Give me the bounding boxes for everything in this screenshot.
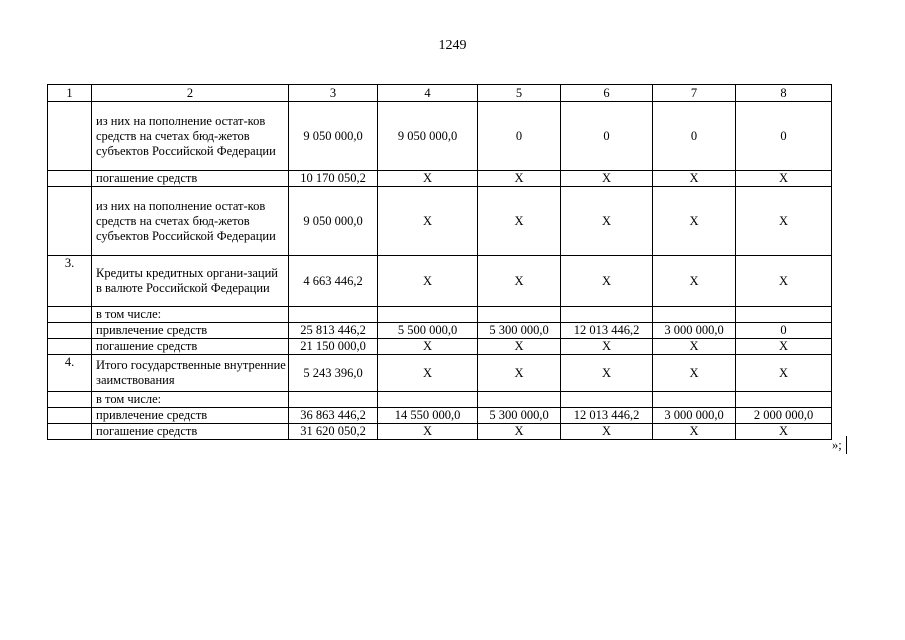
header-cell: 3 (289, 85, 378, 102)
row-description-cell: в том числе: (92, 392, 289, 408)
value-cell-col-4: Х (378, 355, 478, 392)
row-description-cell: погашение средств (92, 424, 289, 440)
value-cell-col-8: Х (736, 187, 832, 256)
header-cell: 7 (653, 85, 736, 102)
value-cell-col-4: 14 550 000,0 (378, 408, 478, 424)
value-cell-col-6: Х (561, 339, 653, 355)
value-cell-col-4: Х (378, 339, 478, 355)
value-cell-col-5: Х (478, 424, 561, 440)
row-number-cell (48, 339, 92, 355)
value-cell-col-5: 0 (478, 102, 561, 171)
row-number-cell (48, 323, 92, 339)
value-cell-col-4 (378, 307, 478, 323)
value-cell-col-4 (378, 392, 478, 408)
value-cell-col-7: 3 000 000,0 (653, 408, 736, 424)
value-cell-col-4: Х (378, 424, 478, 440)
borrowings-table (47, 84, 832, 440)
value-cell-col-6: Х (561, 256, 653, 307)
value-cell-col-8: 2 000 000,0 (736, 408, 832, 424)
row-description-cell: погашение средств (92, 171, 289, 187)
row-description-cell: привлечение средств (92, 408, 289, 424)
row-description-cell: в том числе: (92, 307, 289, 323)
value-cell-col-3: 21 150 000,0 (289, 339, 378, 355)
row-number-cell (48, 392, 92, 408)
header-cell: 4 (378, 85, 478, 102)
row-description-cell: Итого государственные внутренние заимствования (92, 355, 289, 392)
value-cell-col-6: 0 (561, 102, 653, 171)
table-row (48, 256, 832, 307)
text-cursor (846, 436, 847, 454)
header-cell: 5 (478, 85, 561, 102)
row-number-cell (48, 171, 92, 187)
row-number-cell (48, 307, 92, 323)
value-cell-col-6: Х (561, 355, 653, 392)
table-row (48, 424, 832, 440)
value-cell-col-5 (478, 392, 561, 408)
value-cell-col-8: 0 (736, 323, 832, 339)
value-cell-col-8: Х (736, 339, 832, 355)
table-row (48, 171, 832, 187)
value-cell-col-6: Х (561, 187, 653, 256)
value-cell-col-7: Х (653, 355, 736, 392)
value-cell-col-3: 25 813 446,2 (289, 323, 378, 339)
table-row (48, 307, 832, 323)
value-cell-col-6: 12 013 446,2 (561, 323, 653, 339)
value-cell-col-7: Х (653, 256, 736, 307)
value-cell-col-8: Х (736, 256, 832, 307)
header-cell: 1 (48, 85, 92, 102)
value-cell-col-7: 0 (653, 102, 736, 171)
row-number-cell: 4. (48, 355, 92, 392)
value-cell-col-6: Х (561, 171, 653, 187)
value-cell-col-5: Х (478, 187, 561, 256)
row-description-cell: из них на пополнение остат-ков средств на счетах бюд-жетов субъектов Российской Федерации (92, 187, 289, 256)
value-cell-col-8: Х (736, 355, 832, 392)
value-cell-col-5: Х (478, 256, 561, 307)
value-cell-col-7: Х (653, 187, 736, 256)
value-cell-col-7 (653, 307, 736, 323)
value-cell-col-6 (561, 307, 653, 323)
table-row (48, 355, 832, 392)
row-number-cell: 3. (48, 256, 92, 307)
value-cell-col-5 (478, 307, 561, 323)
value-cell-col-5: 5 300 000,0 (478, 323, 561, 339)
header-cell: 2 (92, 85, 289, 102)
table-row (48, 408, 832, 424)
value-cell-col-3: 9 050 000,0 (289, 187, 378, 256)
value-cell-col-4: 9 050 000,0 (378, 102, 478, 171)
value-cell-col-7: Х (653, 424, 736, 440)
value-cell-col-4: Х (378, 171, 478, 187)
row-number-cell (48, 408, 92, 424)
value-cell-col-6: Х (561, 424, 653, 440)
value-cell-col-4: Х (378, 187, 478, 256)
value-cell-col-3: 10 170 050,2 (289, 171, 378, 187)
value-cell-col-3: 9 050 000,0 (289, 102, 378, 171)
value-cell-col-8 (736, 307, 832, 323)
value-cell-col-7: Х (653, 339, 736, 355)
row-number-cell (48, 187, 92, 256)
closing-quote: »; (832, 438, 842, 452)
value-cell-col-5: Х (478, 171, 561, 187)
row-description-cell: Кредиты кредитных органи-заций в валюте Российской Федерации (92, 256, 289, 307)
row-number-cell (48, 102, 92, 171)
table-body (48, 85, 832, 440)
value-cell-col-6: 12 013 446,2 (561, 408, 653, 424)
row-description-cell: из них на пополнение остат-ков средств на счетах бюд-жетов субъектов Российской Федерации (92, 102, 289, 171)
value-cell-col-5: Х (478, 339, 561, 355)
value-cell-col-3 (289, 392, 378, 408)
value-cell-col-3: 31 620 050,2 (289, 424, 378, 440)
value-cell-col-3: 5 243 396,0 (289, 355, 378, 392)
value-cell-col-7: 3 000 000,0 (653, 323, 736, 339)
value-cell-col-7: Х (653, 171, 736, 187)
value-cell-col-8: Х (736, 424, 832, 440)
value-cell-col-4: Х (378, 256, 478, 307)
value-cell-col-4: 5 500 000,0 (378, 323, 478, 339)
value-cell-col-7 (653, 392, 736, 408)
row-number-cell (48, 424, 92, 440)
value-cell-col-8 (736, 392, 832, 408)
value-cell-col-3: 36 863 446,2 (289, 408, 378, 424)
value-cell-col-5: Х (478, 355, 561, 392)
page-number: 1249 (438, 38, 467, 53)
table-row (48, 323, 832, 339)
value-cell-col-5: 5 300 000,0 (478, 408, 561, 424)
table-row (48, 392, 832, 408)
value-cell-col-3 (289, 307, 378, 323)
header-cell: 8 (736, 85, 832, 102)
value-cell-col-3: 4 663 446,2 (289, 256, 378, 307)
header-cell: 6 (561, 85, 653, 102)
row-description-cell: привлечение средств (92, 323, 289, 339)
table-row (48, 187, 832, 256)
value-cell-col-6 (561, 392, 653, 408)
table-row (48, 339, 832, 355)
value-cell-col-8: Х (736, 171, 832, 187)
value-cell-col-8: 0 (736, 102, 832, 171)
row-description-cell: погашение средств (92, 339, 289, 355)
table-header-row (48, 85, 832, 102)
table-row (48, 102, 832, 171)
